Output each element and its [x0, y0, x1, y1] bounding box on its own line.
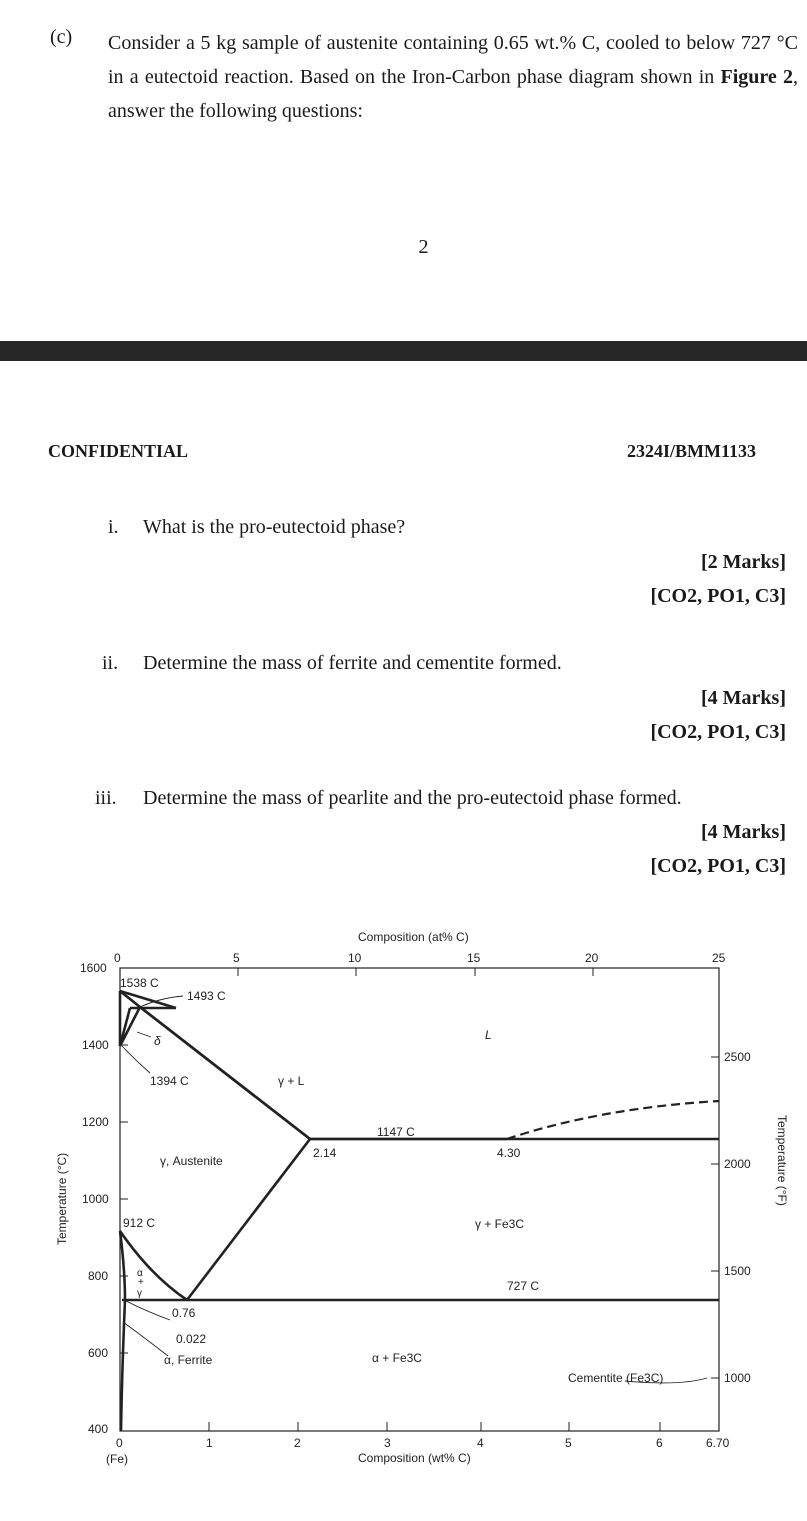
bottom-tick-4: 4 — [477, 1436, 484, 1450]
austenite-solidus — [120, 1007, 310, 1139]
label-1147: 1147 C — [377, 1125, 415, 1139]
label-1394: 1394 C — [150, 1074, 189, 1088]
subquestion-1-outcomes: [CO2, PO1, C3] — [650, 585, 786, 607]
label-austenite: γ, Austenite — [160, 1154, 223, 1168]
a3-line — [120, 1231, 187, 1300]
bottom-axis-title: Composition (wt% C) — [358, 1451, 471, 1465]
label-alpha-gamma-g: γ — [137, 1288, 142, 1299]
subquestion-2-marks: [4 Marks] — [701, 687, 786, 709]
liquidus-line — [120, 991, 507, 1139]
label-alpha-gamma-plus: + — [138, 1277, 144, 1288]
top-tick-0: 0 — [114, 951, 121, 965]
bottom-tick-2: 2 — [294, 1436, 301, 1450]
right-tick-2500: 2500 — [724, 1050, 751, 1064]
bottom-tick-0: 0 — [116, 1436, 123, 1450]
bottom-tick-3: 3 — [384, 1436, 391, 1450]
alpha-gamma-boundary — [120, 1231, 125, 1300]
subquestion-3-outcomes: [CO2, PO1, C3] — [650, 855, 786, 877]
left-tick-600: 600 — [88, 1346, 109, 1360]
top-tick-5: 5 — [233, 951, 240, 965]
label-2-14: 2.14 — [313, 1146, 337, 1160]
right-ticks — [711, 1057, 719, 1378]
label-ferrite: α, Ferrite — [164, 1353, 213, 1367]
left-tick-1200: 1200 — [82, 1115, 109, 1129]
bottom-sub-label: (Fe) — [106, 1452, 128, 1466]
label-0-76: 0.76 — [172, 1306, 196, 1320]
label-1538: 1538 C — [120, 976, 159, 990]
label-cementite: Cementite (Fe3C) — [568, 1371, 664, 1385]
right-tick-1000: 1000 — [724, 1371, 751, 1385]
label-gamma-liquid: γ + L — [278, 1074, 305, 1088]
subquestion-2-number: ii. — [102, 652, 119, 674]
label-912: 912 C — [123, 1216, 156, 1230]
subquestion-2-outcomes: [CO2, PO1, C3] — [650, 721, 786, 743]
label-1493: 1493 C — [187, 989, 226, 1003]
label-0-022: 0.022 — [176, 1332, 207, 1346]
subquestion-1-text: What is the pro-eutectoid phase? — [143, 516, 406, 538]
left-tick-400: 400 — [88, 1422, 109, 1436]
peritectic-liquidus — [120, 991, 176, 1008]
left-tick-1000: 1000 — [82, 1192, 109, 1206]
ferrite-solvus — [121, 1300, 125, 1431]
page-number: 2 — [418, 236, 429, 258]
question-text-start: Consider a 5 kg sample of austenite containing 0.65 wt.% C, cooled to below 727 °C in a eutectoid reaction. Based on the Iron-Carbon phase diagram shown in — [108, 32, 798, 88]
bottom-tick-1: 1 — [206, 1436, 213, 1450]
label-727: 727 C — [507, 1279, 540, 1293]
figure-reference: Figure 2 — [720, 66, 794, 88]
top-ticks — [238, 968, 593, 976]
label-4-30: 4.30 — [497, 1146, 521, 1160]
left-tick-1600: 1600 — [80, 961, 107, 975]
subquestion-3-text: Determine the mass of pearlite and the pro-eutectoid phase formed. — [143, 787, 682, 809]
cementite-liquidus-dashed — [507, 1101, 719, 1139]
confidential-label: CONFIDENTIAL — [48, 441, 189, 461]
bottom-tick-670: 6.70 — [706, 1436, 730, 1450]
top-axis-title: Composition (at% C) — [358, 930, 469, 944]
subquestion-1-marks: [2 Marks] — [701, 551, 786, 573]
bottom-tick-6: 6 — [656, 1436, 663, 1450]
label-delta: δ — [154, 1034, 161, 1048]
left-tick-800: 800 — [88, 1269, 109, 1283]
label-alpha-gamma-a: α — [137, 1268, 143, 1279]
subquestion-3-number: iii. — [95, 787, 117, 809]
top-tick-20: 20 — [585, 951, 599, 965]
bottom-tick-5: 5 — [565, 1436, 572, 1450]
right-axis-title: Temperature (°F) — [775, 1115, 789, 1206]
question-label: (c) — [50, 26, 73, 48]
subquestion-1-number: i. — [108, 516, 119, 538]
subquestion-3-marks: [4 Marks] — [701, 821, 786, 843]
leader-lines — [122, 996, 707, 1383]
top-tick-15: 15 — [467, 951, 481, 965]
subquestion-2-text: Determine the mass of ferrite and cementite formed. — [143, 652, 562, 674]
left-axis-title: Temperature (°C) — [55, 1152, 69, 1245]
question-text-end: , answer the following questions: — [108, 66, 799, 122]
top-tick-25: 25 — [712, 951, 726, 965]
right-tick-1500: 1500 — [724, 1264, 751, 1278]
label-liquid: L — [485, 1028, 492, 1042]
top-tick-10: 10 — [348, 951, 362, 965]
label-gamma-fe3c: γ + Fe3C — [475, 1217, 525, 1231]
course-code: 2324I/BMM1133 — [627, 441, 756, 461]
right-tick-2000: 2000 — [724, 1157, 751, 1171]
label-alpha-fe3c: α + Fe3C — [372, 1351, 422, 1365]
bottom-ticks — [209, 1422, 660, 1431]
left-tick-1400: 1400 — [82, 1038, 109, 1052]
